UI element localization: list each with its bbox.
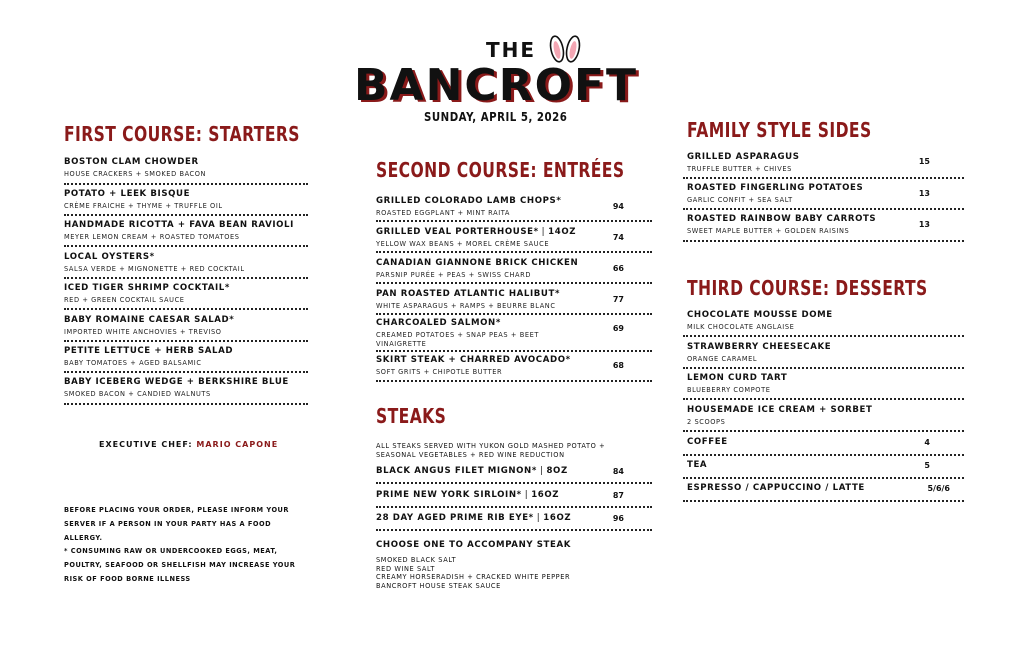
divider bbox=[376, 350, 652, 352]
menu-item: SKIRT STEAK + CHARRED AVOCADO* SOFT GRITS + CHIPOTLE BUTTER 68 bbox=[376, 355, 624, 376]
menu-item: ESPRESSO / CAPPUCCINO / LATTE 5/6/6 bbox=[687, 483, 950, 493]
desserts-title: THIRD COURSE: DESSERTS bbox=[687, 276, 928, 300]
divider bbox=[683, 208, 964, 210]
menu-item: HANDMADE RICOTTA + FAVA BEAN RAVIOLI MEYER LEMON CREAM + ROASTED TOMATOES bbox=[64, 220, 294, 241]
list-item: CREAMY HORSERADISH + CRACKED WHITE PEPPER bbox=[376, 573, 571, 581]
price: 13 bbox=[918, 220, 930, 229]
menu-item: COFFEE 4 bbox=[687, 437, 930, 447]
steaks-intro: ALL STEAKS SERVED WITH YUKON GOLD MASHED POTATO + SEASONAL VEGETABLES + RED WINE REDUCTION bbox=[376, 442, 606, 459]
first-course-title: FIRST COURSE: STARTERS bbox=[64, 122, 300, 146]
divider bbox=[683, 477, 964, 479]
executive-chef bbox=[99, 440, 278, 449]
sides-title: FAMILY STYLE SIDES bbox=[687, 118, 872, 142]
price: 96 bbox=[612, 514, 624, 523]
price: 68 bbox=[612, 361, 624, 370]
price: 94 bbox=[612, 202, 624, 211]
menu-item: STRAWBERRY CHEESECAKE ORANGE CARAMEL bbox=[687, 342, 832, 363]
price: 5 bbox=[924, 461, 930, 470]
divider bbox=[683, 240, 964, 242]
second-course-title: SECOND COURSE: ENTRÉES bbox=[376, 158, 625, 182]
menu-date: SUNDAY, APRIL 5, 2026 bbox=[424, 110, 568, 124]
menu-item: BABY ROMAINE CAESAR SALAD* IMPORTED WHITE ANCHOVIES + TREVISO bbox=[64, 315, 235, 336]
divider bbox=[683, 454, 964, 456]
chef-label: EXECUTIVE CHEF: bbox=[99, 440, 193, 449]
divider bbox=[64, 403, 308, 405]
price: 13 bbox=[918, 189, 930, 198]
logo bbox=[352, 32, 652, 132]
divider bbox=[376, 529, 652, 531]
menu-item: PAN ROASTED ATLANTIC HALIBUT* WHITE ASPARAGUS + RAMPS + BEURRE BLANC 77 bbox=[376, 289, 624, 310]
divider bbox=[376, 313, 652, 315]
list-item: SMOKED BLACK SALT bbox=[376, 556, 457, 564]
chef-name: MARIO CAPONE bbox=[196, 440, 279, 449]
menu-item: CANADIAN GIANNONE BRICK CHICKEN PARSNIP PURÉE + PEAS + SWISS CHARD 66 bbox=[376, 258, 624, 279]
price: 4 bbox=[924, 438, 930, 447]
divider bbox=[64, 308, 308, 310]
menu-item: HOUSEMADE ICE CREAM + SORBET 2 SCOOPS bbox=[687, 405, 873, 426]
divider bbox=[376, 380, 652, 382]
menu-item: LOCAL OYSTERS* SALSA VERDE + MIGNONETTE + RED COCKTAIL bbox=[64, 252, 245, 273]
menu-item: PRIME NEW YORK SIRLOIN* | 16OZ 87 bbox=[376, 490, 624, 500]
divider bbox=[64, 371, 308, 373]
price: 84 bbox=[612, 467, 624, 476]
list-item: RED WINE SALT bbox=[376, 564, 435, 573]
price: 5/6/6 bbox=[927, 484, 950, 493]
list-item: BANCROFT HOUSE STEAK SAUCE bbox=[376, 581, 501, 590]
menu-item: GRILLED ASPARAGUS TRUFFLE BUTTER + CHIVES 15 bbox=[687, 152, 930, 173]
menu-item: LEMON CURD TART BLUEBERRY COMPOTE bbox=[687, 373, 788, 394]
menu-item: GRILLED VEAL PORTERHOUSE* | 14OZ YELLOW WAX BEANS + MOREL CRÈME SAUCE 74 bbox=[376, 227, 624, 248]
divider bbox=[376, 251, 652, 253]
logo-the: THE bbox=[486, 38, 537, 62]
divider bbox=[376, 506, 652, 508]
divider bbox=[376, 482, 652, 484]
menu-item: ICED TIGER SHRIMP COCKTAIL* RED + GREEN COCKTAIL SAUCE bbox=[64, 283, 230, 304]
divider bbox=[64, 183, 308, 185]
divider bbox=[376, 282, 652, 284]
menu-item: POTATO + LEEK BISQUE CRÈME FRAICHE + THYME + TRUFFLE OIL bbox=[64, 189, 223, 210]
menu-item: ROASTED RAINBOW BABY CARROTS SWEET MAPLE BUTTER + GOLDEN RAISINS 13 bbox=[687, 214, 930, 235]
price: 15 bbox=[918, 157, 930, 166]
steak-sauce-list bbox=[376, 556, 646, 590]
price: 77 bbox=[612, 295, 624, 304]
divider bbox=[376, 220, 652, 222]
menu-item: BABY ICEBERG WEDGE + BERKSHIRE BLUE SMOKED BACON + CANDIED WALNUTS bbox=[64, 377, 289, 398]
divider bbox=[64, 245, 308, 247]
raw-food-note: * CONSUMING RAW OR UNDERCOOKED EGGS, MEAT, POULTRY, SEAFOOD OR SHELLFISH MAY INCREASE YOUR RISK OF FOOD BORNE ILLNESS bbox=[64, 547, 296, 583]
allergy-note: BEFORE PLACING YOUR ORDER, PLEASE INFORM YOUR SERVER IF A PERSON IN YOUR PARTY HAS A FOOD ALLERGY. bbox=[64, 506, 289, 542]
divider bbox=[683, 177, 964, 179]
divider bbox=[64, 277, 308, 279]
price: 66 bbox=[612, 264, 624, 273]
menu-item: PETITE LETTUCE + HERB SALAD BABY TOMATOES + AGED BALSAMIC bbox=[64, 346, 234, 367]
divider bbox=[683, 367, 964, 369]
menu-item: BOSTON CLAM CHOWDER HOUSE CRACKERS + SMOKED BACON bbox=[64, 157, 207, 178]
price: 69 bbox=[612, 324, 624, 333]
steak-sauce-heading: CHOOSE ONE TO ACCOMPANY STEAK bbox=[376, 540, 572, 550]
divider bbox=[683, 500, 964, 502]
menu-item: CHOCOLATE MOUSSE DOME MILK CHOCOLATE ANGLAISE bbox=[687, 310, 833, 331]
divider bbox=[683, 430, 964, 432]
divider bbox=[64, 214, 308, 216]
divider bbox=[683, 398, 964, 400]
menu-item: CHARCOALED SALMON* CREAMED POTATOES + SNAP PEAS + BEET VINAIGRETTE 69 bbox=[376, 318, 624, 348]
divider bbox=[683, 335, 964, 337]
steaks-title: STEAKS bbox=[376, 404, 447, 428]
divider bbox=[64, 340, 308, 342]
logo-name: BANCROFT bbox=[354, 60, 639, 111]
price: 87 bbox=[612, 491, 624, 500]
menu-item: GRILLED COLORADO LAMB CHOPS* ROASTED EGGPLANT + MINT RAITA 94 bbox=[376, 196, 624, 217]
price: 74 bbox=[612, 233, 624, 242]
menu-item: 28 DAY AGED PRIME RIB EYE* | 16OZ 96 bbox=[376, 513, 624, 523]
menu-item: ROASTED FINGERLING POTATOES GARLIC CONFIT + SEA SALT 13 bbox=[687, 183, 930, 204]
menu-item: TEA 5 bbox=[687, 460, 930, 470]
menu-item: BLACK ANGUS FILET MIGNON* | 8OZ 84 bbox=[376, 466, 624, 476]
